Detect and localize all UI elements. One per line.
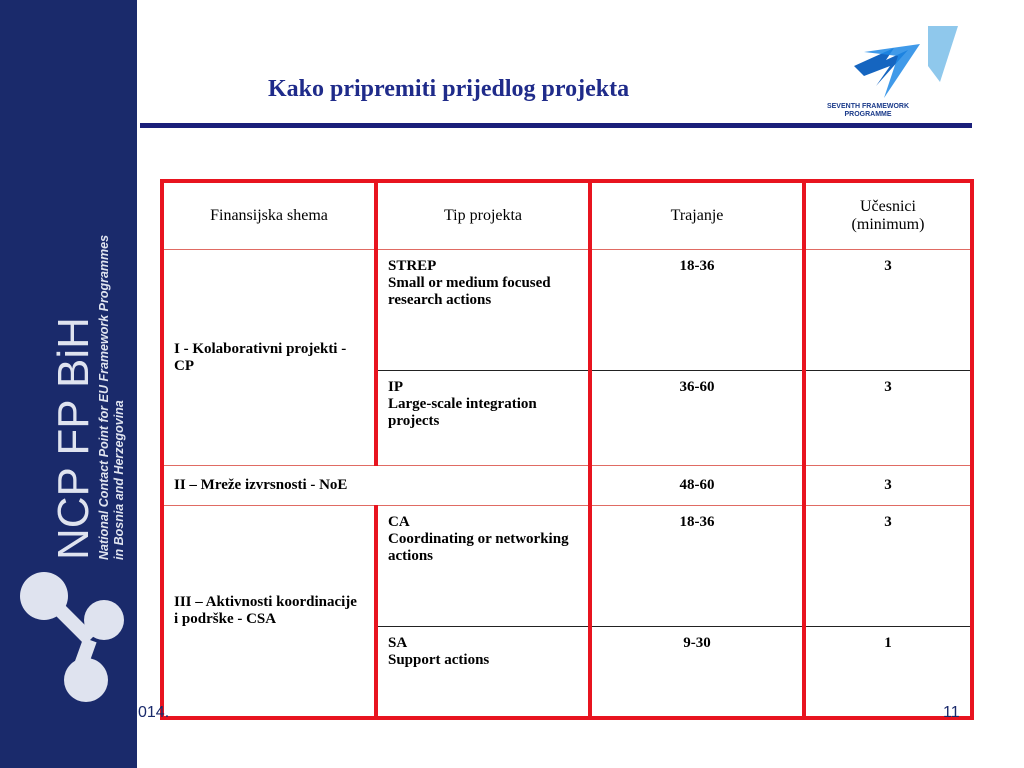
cell-ca-type: [376, 506, 590, 627]
cell-noe-min: 3: [804, 466, 972, 506]
ip-desc: Large-scale integration projects: [388, 396, 537, 429]
footer-date: 014.: [138, 704, 170, 721]
sidebar: [0, 0, 137, 768]
funding-schemes-table: [160, 179, 974, 720]
header-trajanje: Trajanje: [590, 181, 804, 250]
logo-node-2: [84, 600, 124, 640]
header-finansijska-shema: Finansijska shema: [162, 181, 376, 250]
cell-cp-label: I - Kolaborativni projekti - CP: [162, 250, 376, 466]
logo-node-3: [64, 658, 108, 702]
sa-code: SA: [388, 635, 408, 651]
cell-sa-min: 1: [804, 627, 972, 719]
fp7-logo: [824, 26, 958, 118]
table-row: [162, 250, 972, 371]
cell-noe-duration: 48-60: [590, 466, 804, 506]
cell-ip-type: [376, 371, 590, 466]
cell-ca-min: 3: [804, 506, 972, 627]
fp7-logo-line2: PROGRAMME: [844, 111, 892, 118]
table-row: [162, 466, 972, 506]
logo-main-text: NCP FP BiH: [49, 317, 98, 560]
cell-sa-type: [376, 627, 590, 719]
title-divider: [140, 123, 972, 128]
cell-strep-type: [376, 250, 590, 371]
cell-strep-duration: 18-36: [590, 250, 804, 371]
header-ucesnici: [804, 181, 972, 250]
sa-desc: Support actions: [388, 652, 490, 668]
logo-sub-text-1: National Contact Point for EU Framework Programmes: [97, 234, 111, 560]
logo-node-1: [20, 572, 68, 620]
slide-title: Kako pripremiti prijedlog projekta: [268, 76, 630, 102]
header-ucesnici-line1: Učesnici: [860, 198, 916, 215]
ip-code: IP: [388, 379, 403, 395]
page-number: 11: [943, 704, 960, 721]
ca-code: CA: [388, 514, 410, 530]
header-tip-projekta: Tip projekta: [376, 181, 590, 250]
strep-code: STREP: [388, 258, 437, 274]
cell-ca-duration: 18-36: [590, 506, 804, 627]
cell-sa-duration: 9-30: [590, 627, 804, 719]
fp7-logo-stripe: [928, 26, 958, 82]
header-ucesnici-line2: (minimum): [851, 216, 925, 233]
cell-csa-label: III – Aktivnosti koordinacije i podrške - CSA: [162, 506, 376, 719]
cell-strep-min: 3: [804, 250, 972, 371]
table-row: [162, 506, 972, 627]
strep-desc: Small or medium focused research actions: [388, 275, 551, 308]
cell-ip-min: 3: [804, 371, 972, 466]
table-header-row: [162, 181, 972, 250]
ncp-logo: [0, 0, 137, 768]
logo-sub-text-2: in Bosnia and Herzegovina: [112, 400, 126, 560]
cell-noe-label: II – Mreže izvrsnosti - NoE: [162, 466, 590, 506]
cell-ip-duration: 36-60: [590, 371, 804, 466]
ca-desc: Coordinating or networking actions: [388, 531, 569, 564]
fp7-logo-line1: SEVENTH FRAMEWORK: [826, 103, 910, 110]
